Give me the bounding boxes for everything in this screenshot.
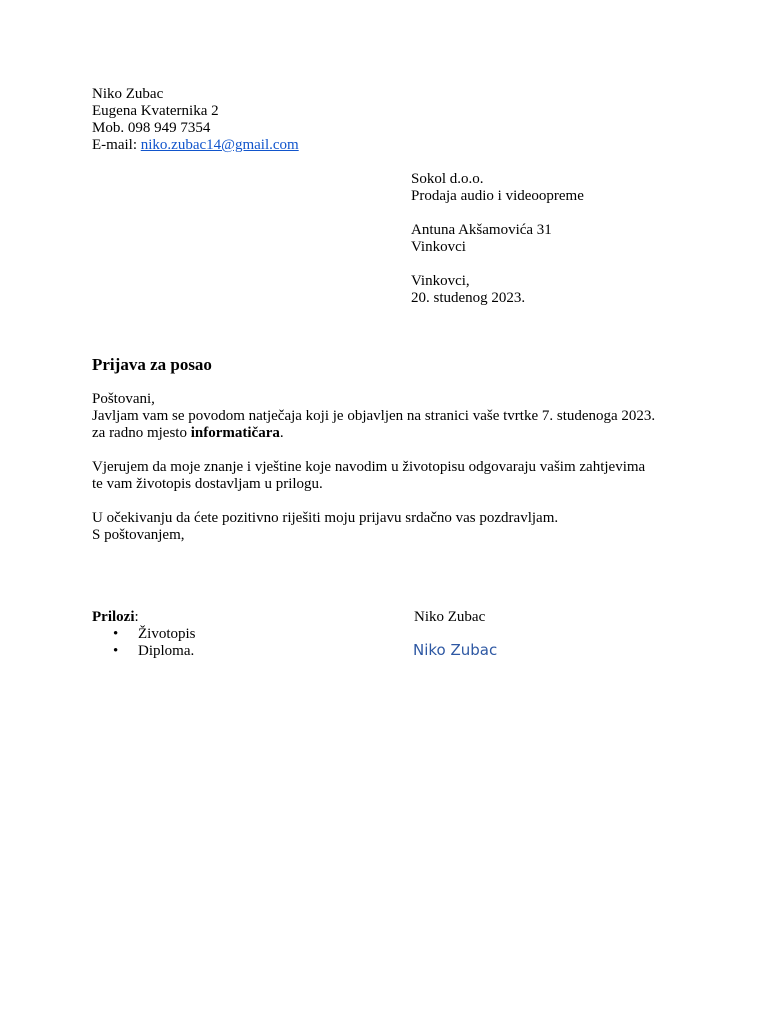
letter-date: 20. studenog 2023. bbox=[411, 290, 526, 306]
attachments-label: Prilozi bbox=[92, 609, 135, 625]
letter-title: Prijava za posao bbox=[92, 355, 212, 374]
signer-name: Niko Zubac bbox=[414, 609, 486, 625]
paragraph-2-line-1: Vjerujem da moje znanje i vještine koje navodim u životopisu odgovaraju vašim zahtjevima bbox=[92, 459, 646, 475]
closing: S poštovanjem, bbox=[92, 527, 185, 543]
list-item bbox=[92, 643, 196, 660]
position-suffix: . bbox=[279, 425, 284, 441]
sender-address: Eugena Kvaternika 2 bbox=[92, 103, 219, 119]
sender-email-line bbox=[92, 137, 299, 154]
email-link[interactable]: niko.zubac14@gmail.com bbox=[140, 137, 299, 153]
list-item bbox=[92, 626, 196, 643]
recipient-description: Prodaja audio i videoopreme bbox=[411, 188, 584, 204]
paragraph-3-line-1: U očekivanju da ćete pozitivno riješiti moju prijavu srdačno vas pozdravljam. bbox=[92, 510, 559, 526]
letter-place: Vinkovci, bbox=[411, 273, 470, 289]
position-prefix: za radno mjesto bbox=[92, 425, 191, 441]
recipient-street: Antuna Akšamovića 31 bbox=[411, 222, 552, 238]
paragraph-1-line-1: Javljam vam se povodom natječaja koji je objavljen na stranici vaše tvrtke 7. studenoga 2023. bbox=[92, 408, 656, 424]
attachment-name: Diploma. bbox=[138, 643, 195, 659]
sender-phone: Mob. 098 949 7354 bbox=[92, 120, 211, 136]
spacer bbox=[411, 256, 584, 273]
paragraph-2-line-2: te vam životopis dostavljam u prilogu. bbox=[92, 476, 323, 492]
letter-body bbox=[92, 391, 655, 544]
sender-name: Niko Zubac bbox=[92, 86, 164, 102]
recipient-company: Sokol d.o.o. bbox=[411, 171, 484, 187]
attachments-colon: : bbox=[134, 609, 139, 625]
attachments-block bbox=[92, 609, 196, 660]
position-name: informatičara bbox=[190, 425, 280, 441]
bullet-icon: • bbox=[113, 643, 119, 659]
attachments-heading bbox=[92, 609, 196, 626]
spacer bbox=[411, 205, 584, 222]
paragraph-1-line-2 bbox=[92, 425, 655, 442]
attachment-name: Životopis bbox=[138, 626, 196, 642]
spacer bbox=[92, 442, 655, 459]
bullet-icon: • bbox=[113, 626, 119, 642]
email-label: E-mail: bbox=[92, 137, 141, 153]
recipient-block bbox=[411, 171, 584, 307]
sender-block bbox=[92, 86, 299, 154]
recipient-city: Vinkovci bbox=[411, 239, 466, 255]
signature: Niko Zubac bbox=[413, 641, 498, 659]
spacer bbox=[92, 493, 655, 510]
greeting: Poštovani, bbox=[92, 391, 155, 407]
attachments-list bbox=[92, 626, 196, 660]
